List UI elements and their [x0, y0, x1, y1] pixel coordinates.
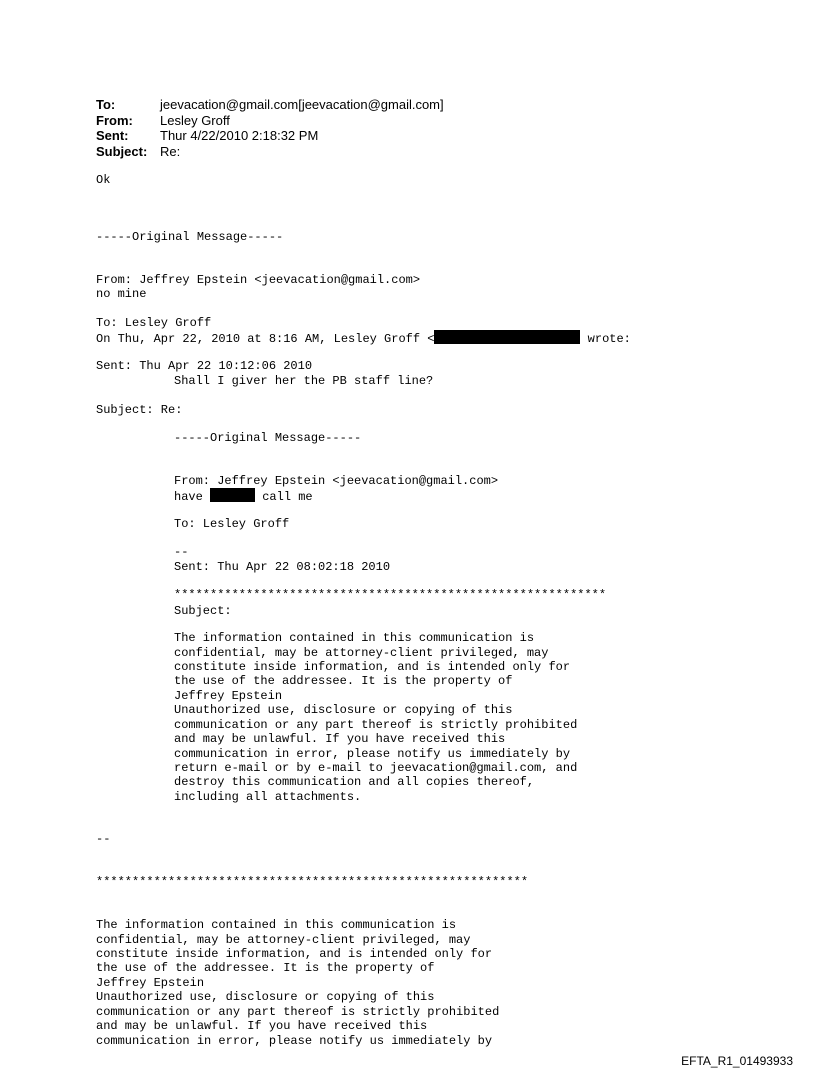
from-label: From: [96, 112, 133, 128]
quoted-signature [174, 516, 606, 833]
redaction-box [434, 330, 580, 344]
sent-label: Sent: [96, 128, 129, 143]
orig1-from: From: Jeffrey Epstein <jeevacation@gmail.com> [96, 273, 421, 288]
sent-row [96, 128, 444, 144]
bottom-disclaimer: The information contained in this communication is confidential, may be attorney-client privileged, may constitute inside information, and is intended only for the use of the addressee. It is the property of Jeffrey Epstein Unauthorized use, disclosure or copying of this communication or any part thereof is strictly prohibited and may be unlawful. If you have received this communication in error, please notify us immediately by [96, 918, 500, 1048]
to-label: To: [96, 97, 116, 112]
orig2-from: From: Jeffrey Epstein <jeevacation@gmail.com> [174, 474, 499, 489]
subject-row [96, 144, 444, 160]
orig1-separator: -----Original Message----- [96, 229, 284, 244]
from-value: Lesley Groff [160, 112, 230, 128]
orig2-sent: Sent: Thu Apr 22 08:02:18 2010 [174, 560, 391, 575]
document-id: EFTA_R1_01493933 [681, 1054, 793, 1068]
reply-body: Ok [96, 173, 111, 187]
orig2-body [174, 488, 313, 504]
email-header [96, 97, 444, 159]
quoted-sig-dash: -- [174, 544, 189, 559]
orig2-to: To: Lesley Groff [174, 517, 290, 532]
subject-value: Re: [160, 143, 181, 159]
orig1-body: no mine [96, 287, 147, 301]
bottom-sig-stars: ************************************************************ [96, 875, 529, 890]
call-me-text: call me [255, 490, 313, 504]
subject-label: Subject: [96, 143, 148, 159]
on-wrote-prefix: On Thu, Apr 22, 2010 at 8:16 AM, Lesley Groff < [96, 332, 435, 346]
to-row [96, 97, 444, 113]
orig2-separator: -----Original Message----- [174, 430, 362, 445]
sent-value: Thur 4/22/2010 2:18:32 PM [160, 128, 319, 143]
bottom-sig-dash: -- [96, 831, 111, 846]
orig1-to: To: Lesley Groff [96, 316, 212, 331]
quoted-sig-stars: ************************************************************ [174, 588, 607, 603]
from-row [96, 113, 444, 129]
quoted-disclaimer: The information contained in this communication is confidential, may be attorney-client privileged, may constitute inside information, and is intended only for the use of the addressee. It is the property of Jeffrey Epstein Unauthorized use, disclosure or copying of this communication or any part thereof is strictly prohibited and may be unlawful. If you have received this communication in error, please notify us immediately by return e-mail or by e-mail to jeevacation@gmail.com, and destroy this communication and all copies thereof, including all attachments. [174, 631, 578, 804]
bottom-signature [96, 803, 528, 1077]
orig1-subject: Subject: Re: [96, 402, 183, 417]
quoted-question: Shall I giver her the PB staff line? [174, 374, 434, 388]
on-wrote-line [96, 330, 631, 346]
redaction-box [210, 488, 255, 502]
to-value: jeevacation@gmail.com[jeevacation@gmail.com] [160, 97, 444, 112]
have-text: have [174, 490, 211, 504]
orig2-subject: Subject: [174, 603, 232, 618]
orig1-sent: Sent: Thu Apr 22 10:12:06 2010 [96, 359, 313, 374]
on-wrote-suffix: wrote: [580, 332, 631, 346]
